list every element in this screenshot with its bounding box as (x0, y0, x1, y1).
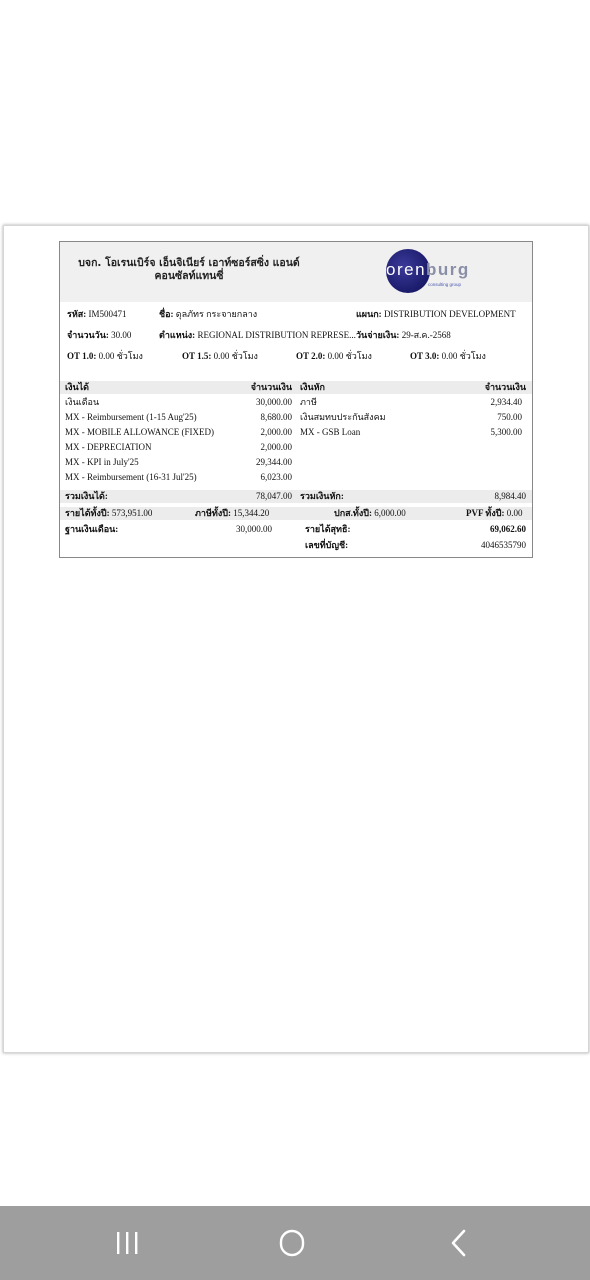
deduction-item-label: ภาษี (300, 397, 317, 407)
deduction-item-amount: 750.00 (497, 412, 522, 422)
income-item-amount: 2,000.00 (260, 427, 292, 437)
pay-date: วันจ่ายเงิน: 29-ส.ค.-2568 (356, 330, 451, 340)
income-item-amount: 2,000.00 (260, 442, 292, 452)
income-total-value: 78,047.00 (256, 491, 292, 501)
payslip-header (60, 242, 532, 302)
ytd-sso: ปกส.ทั้งปี: 6,000.00 (334, 508, 406, 518)
deduction-amount-header: จำนวนเงิน (484, 382, 526, 392)
income-item-label: MX - MOBILE ALLOWANCE (FIXED) (65, 427, 214, 437)
navigation-bar (0, 1206, 590, 1280)
ytd-tax: ภาษีทั้งปี: 15,344.20 (195, 508, 270, 518)
net-income-value: 69,062.60 (490, 524, 526, 534)
ot-2-0: OT 2.0: 0.00 ชั่วโมง (296, 351, 372, 361)
employee-department: แผนก: DISTRIBUTION DEVELOPMENT (356, 309, 516, 319)
deduction-total-value: 8,984.40 (494, 491, 526, 501)
income-item-amount: 30,000.00 (256, 397, 292, 407)
base-salary-value: 30,000.00 (236, 524, 272, 534)
ot-1-0: OT 1.0: 0.00 ชั่วโมง (67, 351, 143, 361)
recent-apps-button[interactable] (107, 1226, 147, 1260)
recent-apps-icon (107, 1226, 147, 1260)
net-income-label: รายได้สุทธิ: (305, 524, 351, 534)
income-item-amount: 6,023.00 (260, 472, 292, 482)
deduction-header: เงินหัก (300, 382, 326, 392)
ytd-income: รายได้ทั้งปี: 573,951.00 (65, 508, 153, 518)
deduction-total-label: รวมเงินหัก: (300, 491, 344, 501)
deduction-item-label: MX - GSB Loan (300, 427, 361, 437)
company-name (60, 257, 318, 283)
account-label: เลขที่บัญชี: (305, 540, 349, 550)
income-item-label: เงินเดือน (65, 397, 100, 407)
ot-1-5: OT 1.5: 0.00 ชั่วโมง (182, 351, 258, 361)
income-item-amount: 29,344.00 (256, 457, 292, 467)
employee-name: ชื่อ: ดุลภัทร กระจายกลาง (159, 309, 258, 319)
income-total-label: รวมเงินได้: (65, 491, 108, 501)
orenburg-logo (386, 249, 476, 293)
company-name-line1: บจก. โอเรนเบิร์จ เอ็นจิเนียร์ เอาท์ซอร์สซิ่ง แอนด์ (78, 257, 300, 269)
account-value: 4046535790 (481, 540, 526, 550)
base-salary-label: ฐานเงินเดือน: (65, 524, 119, 534)
ytd-pvf: PVF ทั้งปี: 0.00 (466, 508, 523, 518)
income-item-label: MX - DEPRECIATION (65, 442, 152, 452)
ot-3-0: OT 3.0: 0.00 ชั่วโมง (410, 351, 486, 361)
company-name-line2: คอนซัลท์แทนซี่ (154, 270, 224, 282)
back-icon (438, 1226, 478, 1260)
home-button[interactable] (272, 1226, 312, 1260)
deduction-item-amount: 5,300.00 (490, 427, 522, 437)
income-item-amount: 8,680.00 (260, 412, 292, 422)
home-icon (272, 1226, 312, 1260)
back-button[interactable] (438, 1226, 478, 1260)
income-item-label: MX - Reimbursement (16-31 Jul'25) (65, 472, 197, 482)
employee-position: ตำแหน่ง: REGIONAL DISTRIBUTION REPRESE... (159, 330, 356, 340)
logo-text: orenburg (386, 260, 470, 279)
income-amount-header: จำนวนเงิน (250, 382, 292, 392)
deduction-item-label: เงินสมทบประกันสังคม (300, 412, 386, 422)
income-header: เงินได้ (65, 382, 89, 392)
income-item-label: MX - KPI in July'25 (65, 457, 139, 467)
work-days: จำนวนวัน: 30.00 (67, 330, 132, 340)
payslip (59, 241, 533, 558)
logo-subtitle: consulting group (428, 282, 462, 287)
income-item-label: MX - Reimbursement (1-15 Aug'25) (65, 412, 197, 422)
deduction-item-amount: 2,934.40 (490, 397, 522, 407)
employee-id: รหัส: IM500471 (67, 309, 127, 319)
